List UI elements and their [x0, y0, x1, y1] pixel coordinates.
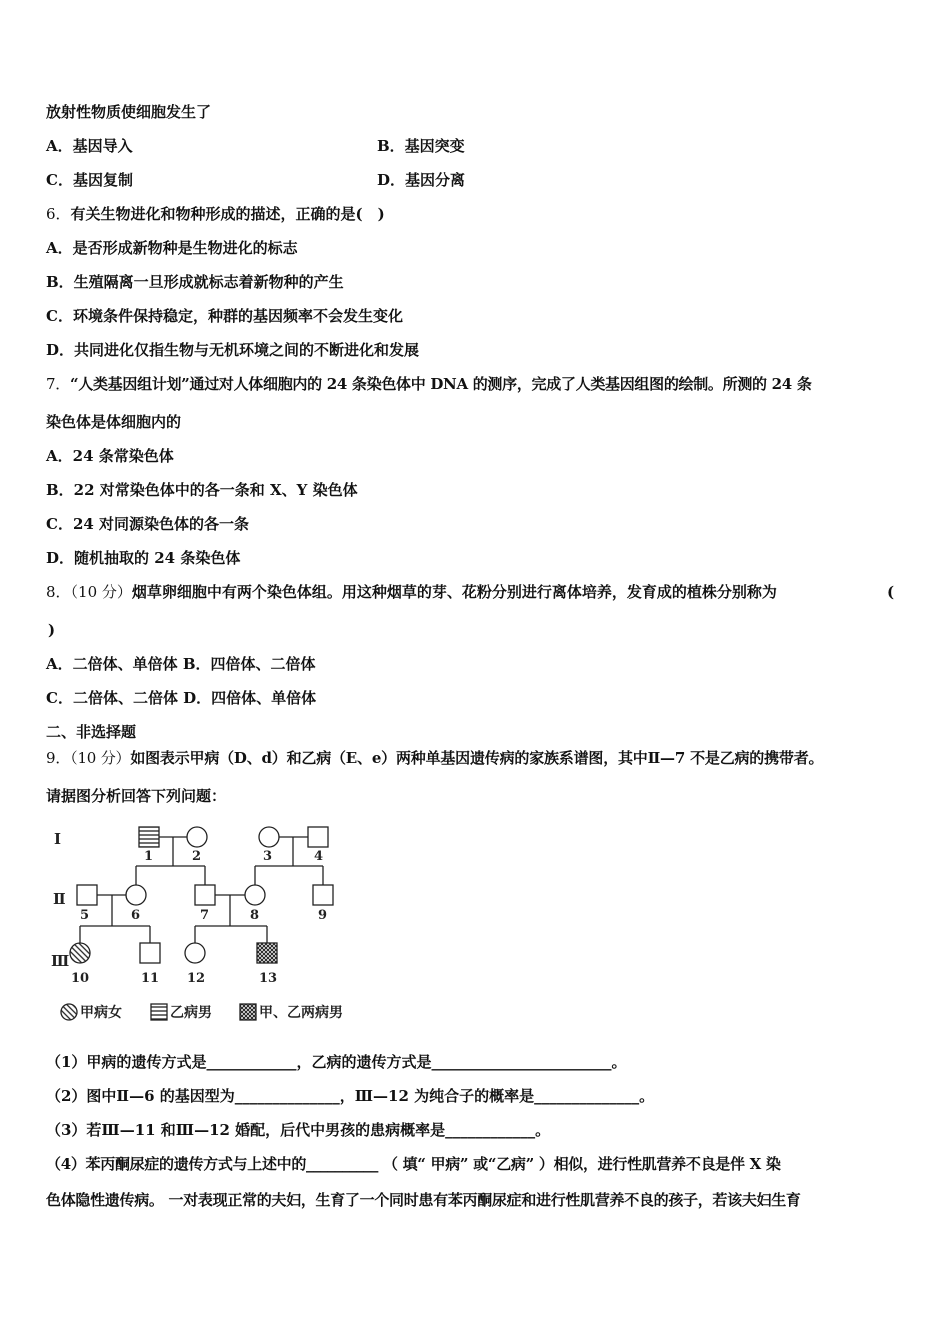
- q9-stem: [46, 748, 823, 768]
- q9-sub4-line2: 色体隐性遗传病。 一对表现正常的夫妇，生育了一个同时患有苯丙酮尿症和进行性肌营养不良的孩子，若该夫妇生育: [46, 1191, 801, 1209]
- q7-stem-line2: 染色体是体细胞内的: [46, 413, 182, 431]
- q9-sub1: （1）甲病的遗传方式是____________，乙病的遗传方式是________________________。: [46, 1053, 627, 1071]
- id-label-4: 4: [314, 849, 324, 864]
- legend-male-b-icon: [151, 1004, 167, 1020]
- q7-option-a: A．24 条常染色体: [46, 447, 174, 465]
- id-label-2: 2: [192, 849, 202, 864]
- legend-male-ab-icon: [240, 1004, 256, 1020]
- q9-number: 9．（10 分）: [46, 749, 131, 767]
- pedigree-legend: [60, 1002, 360, 1022]
- id-label-9: 9: [318, 908, 328, 923]
- legend-label-female-a: 甲病女: [80, 1005, 122, 1021]
- q8-options-ab: A．二倍体、单倍体 B．四倍体、二倍体: [46, 655, 316, 673]
- individual-6: [126, 885, 146, 905]
- legend-label-male-b: 乙病男: [170, 1005, 212, 1021]
- q8-paren-open: (: [887, 583, 895, 601]
- q6-option-a: A．是否形成新物种是生物进化的标志: [46, 239, 298, 257]
- section-heading: 二、非选择题: [46, 723, 137, 741]
- q8-options-cd: C．二倍体、二倍体 D．四倍体、单倍体: [46, 689, 317, 707]
- gen-label-3: Ⅲ: [51, 952, 70, 970]
- q5-option-d: D．基因分离: [377, 171, 466, 189]
- individual-13: [257, 943, 277, 963]
- q6-number: 6．: [46, 205, 71, 223]
- q7-number: 7．: [46, 375, 70, 393]
- gen-label-1: I: [54, 830, 62, 848]
- q6-stem: [46, 204, 385, 224]
- individual-11: [140, 943, 160, 963]
- legend-female-a-icon: [61, 1004, 77, 1020]
- individual-4: [308, 827, 328, 847]
- q7-text: “人类基因组计划”通过对人体细胞内的 24 条染色体中 DNA 的测序，完成了人类基因组图的绘制。所测的 24 条: [69, 375, 812, 393]
- legend-label-male-ab: 甲、乙两病男: [259, 1005, 343, 1021]
- q5-stem-tail: 放射性物质使细胞发生了: [46, 103, 212, 121]
- q7-option-d: D．随机抽取的 24 条染色体: [46, 549, 241, 567]
- q7-stem: [46, 374, 812, 394]
- q7-option-b: B．22 对常染色体中的各一条和 X、Y 染色体: [46, 481, 358, 499]
- q8-text: 烟草卵细胞中有两个染色体组。用这种烟草的芽、花粉分别进行离体培养，发育成的植株分别称为: [131, 583, 777, 601]
- q9-sub2: （2）图中Ⅱ—6 的基因型为______________，Ⅲ—12 为纯合子的概率是______________。: [46, 1087, 655, 1105]
- q8-stem: [46, 582, 777, 602]
- q8-number: 8．（10 分）: [46, 583, 132, 601]
- individual-5: [77, 885, 97, 905]
- id-label-5: 5: [80, 908, 90, 923]
- individual-8: [245, 885, 265, 905]
- q7-option-c: C．24 对同源染色体的各一条: [46, 515, 250, 533]
- id-label-8: 8: [250, 908, 260, 923]
- q6-option-b: B．生殖隔离一旦形成就标志着新物种的产生: [46, 273, 344, 291]
- individual-2: [187, 827, 207, 847]
- individual-10: [70, 943, 90, 963]
- q9-stem-line2: 请据图分析回答下列问题：: [46, 787, 227, 805]
- q9-text: 如图表示甲病（D、d）和乙病（E、e）两种单基因遗传病的家族系谱图，其中Ⅱ—7 不是乙病的携带者。: [130, 749, 824, 767]
- id-label-10: 10: [71, 971, 90, 986]
- id-label-7: 7: [200, 908, 210, 923]
- q9-sub3: （3）若Ⅲ—11 和Ⅲ—12 婚配，后代中男孩的患病概率是____________。: [46, 1121, 551, 1139]
- q8-paren-close: ): [48, 621, 56, 639]
- gen-label-2: Ⅱ: [53, 890, 66, 908]
- id-label-12: 12: [187, 971, 206, 986]
- id-label-11: 11: [141, 971, 160, 986]
- q6-option-d: D．共同进化仅指生物与无机环境之间的不断进化和发展: [46, 341, 420, 359]
- q5-option-c: C．基因复制: [46, 171, 133, 189]
- individual-9: [313, 885, 333, 905]
- id-label-3: 3: [263, 849, 273, 864]
- q6-option-c: C．环境条件保持稳定，种群的基因频率不会发生变化: [46, 307, 403, 325]
- individual-7: [195, 885, 215, 905]
- id-label-13: 13: [259, 971, 278, 986]
- individual-3: [259, 827, 279, 847]
- q6-text: 有关生物进化和物种形成的描述，正确的是( ): [70, 205, 385, 223]
- individual-1: [139, 827, 159, 847]
- pedigree-diagram: [40, 818, 370, 998]
- q5-option-a: A．基因导入: [46, 137, 133, 155]
- id-label-6: 6: [131, 908, 141, 923]
- q9-sub4: （4）苯丙酮尿症的遗传方式与上述中的__________ （ 填“ 甲病” 或“乙病” ）相似，进行性肌营养不良是伴 X 染: [46, 1155, 781, 1173]
- individual-12: [185, 943, 205, 963]
- q5-option-b: B．基因突变: [377, 137, 465, 155]
- id-label-1: 1: [144, 849, 154, 864]
